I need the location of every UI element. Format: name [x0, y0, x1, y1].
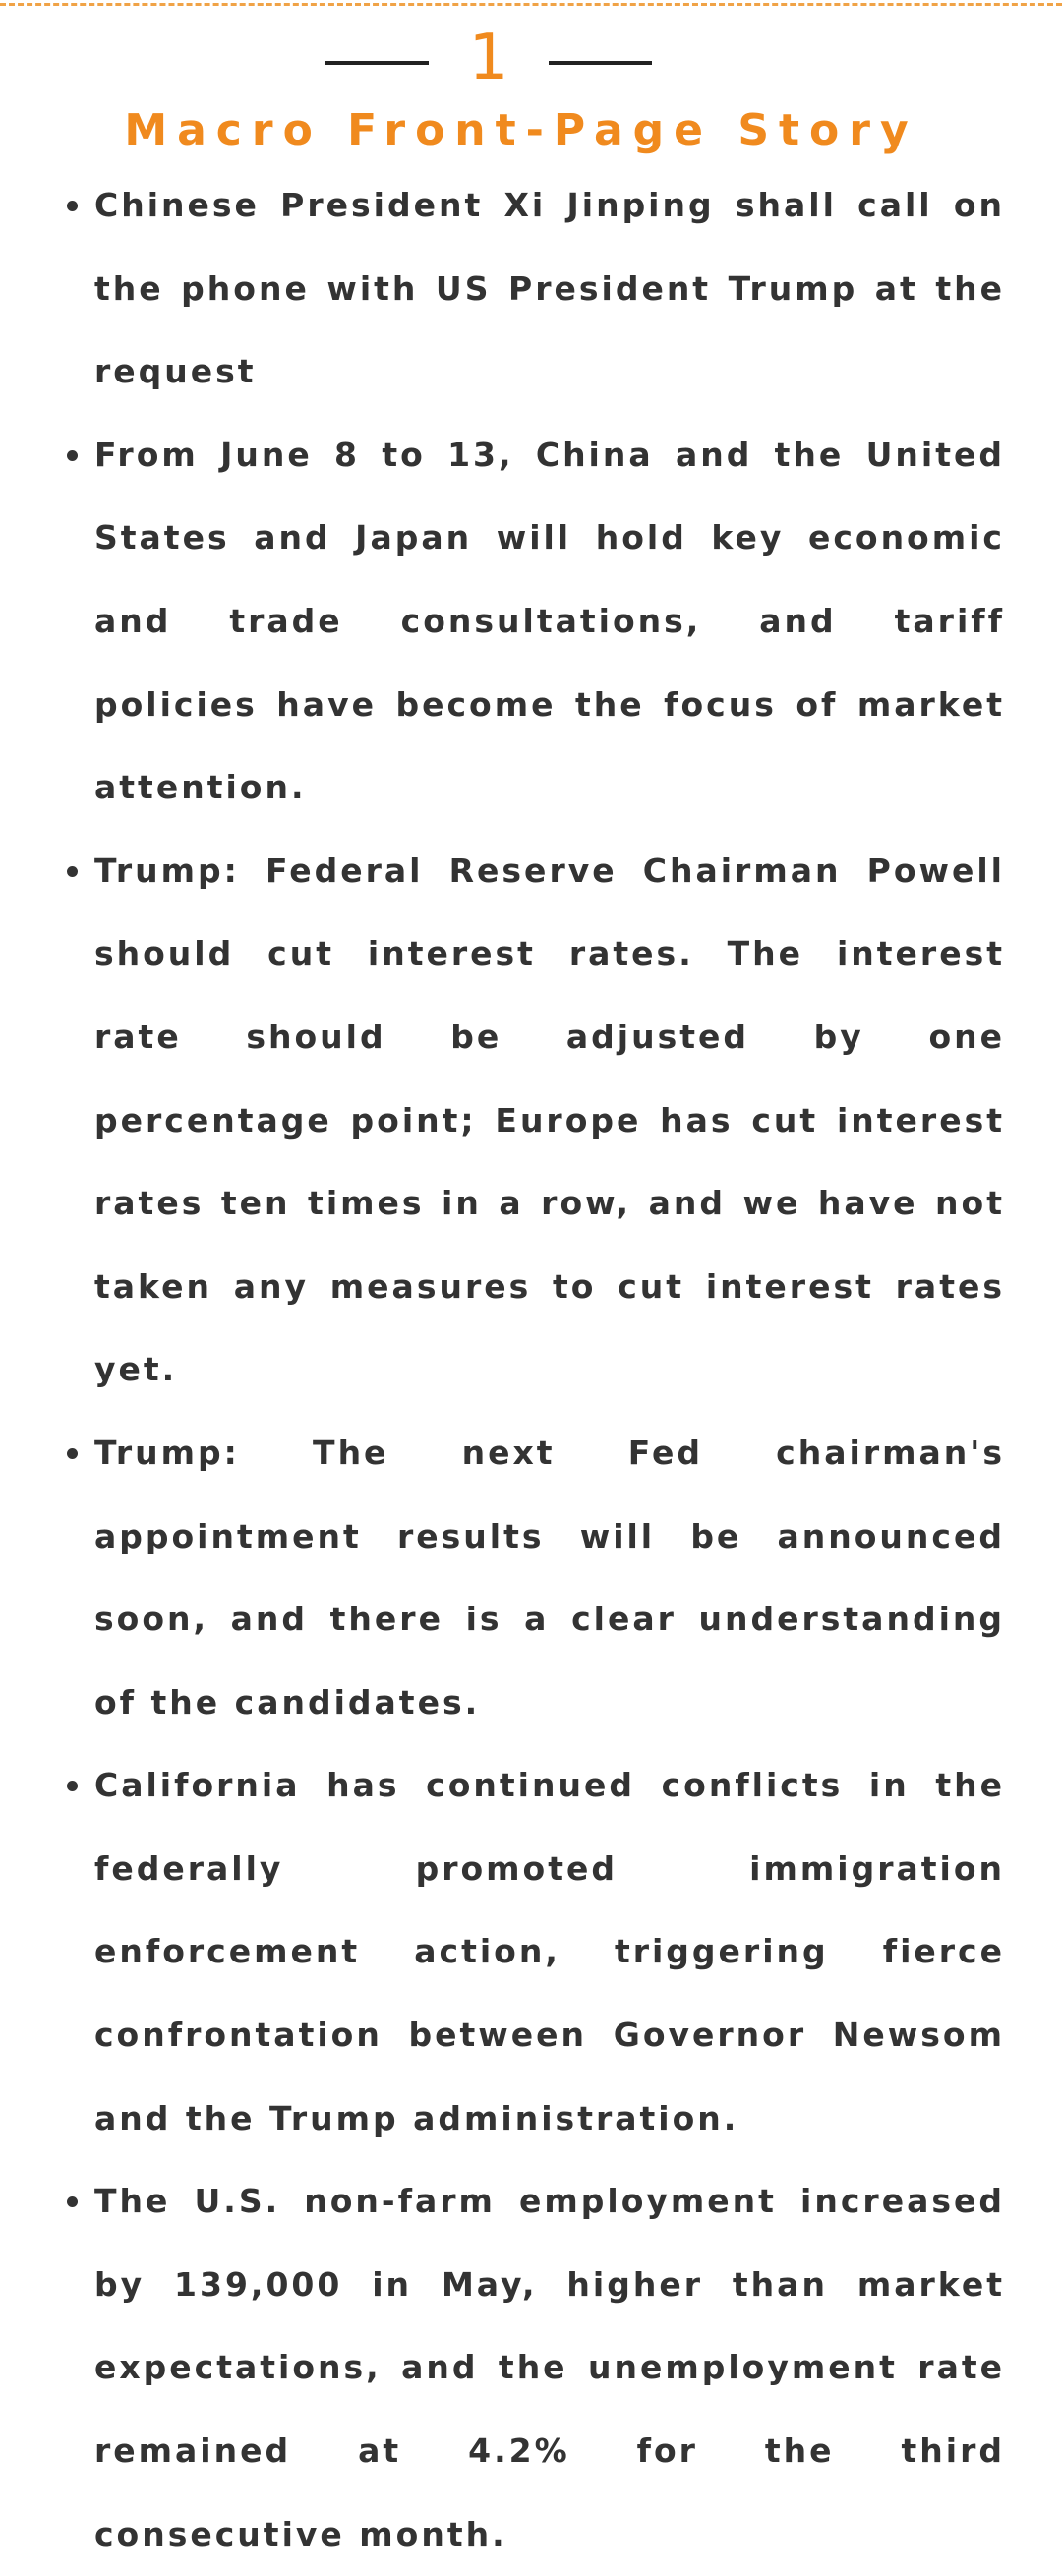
top-dashed-divider [0, 3, 1062, 6]
news-item-nonfarm-employment: The U.S. non-farm employment increased by 139,000 in May, higher than market expectations, and the unemployment rate remained at 4.2% for the third consecutive month. [94, 2160, 1005, 2576]
news-item-xi-trump-call: Chinese President Xi Jinping shall call on the phone with US President Trump at the request [94, 164, 1005, 414]
news-item-fed-rate-cut: Trump: Federal Reserve Chairman Powell should cut interest rates. The interest rate should be adjusted by one percentage point; Europe has cut interest rates ten times in a row, and we have not taken any measures to cut interest rates yet. [94, 830, 1005, 1412]
number-right-rule [549, 61, 652, 65]
news-item-trade-consultations: From June 8 to 13, China and the United States and Japan will hold key economic and trade consultations, and tariff policies have become the focus of market attention. [94, 414, 1005, 830]
news-item-fed-chairman: Trump: The next Fed chairman's appointment results will be announced soon, and there is a clear understanding of the candidates. [94, 1412, 1005, 1744]
news-list [94, 164, 1005, 2576]
news-item-california-conflict: California has continued conflicts in the federally promoted immigration enforcement action, triggering fierce confrontation between Governor Newsom and the Trump administration. [94, 1744, 1005, 2160]
section-title: Macro Front-Page Story [124, 105, 918, 155]
section-number: 1 [468, 22, 509, 94]
section-number-row [0, 14, 1062, 102]
